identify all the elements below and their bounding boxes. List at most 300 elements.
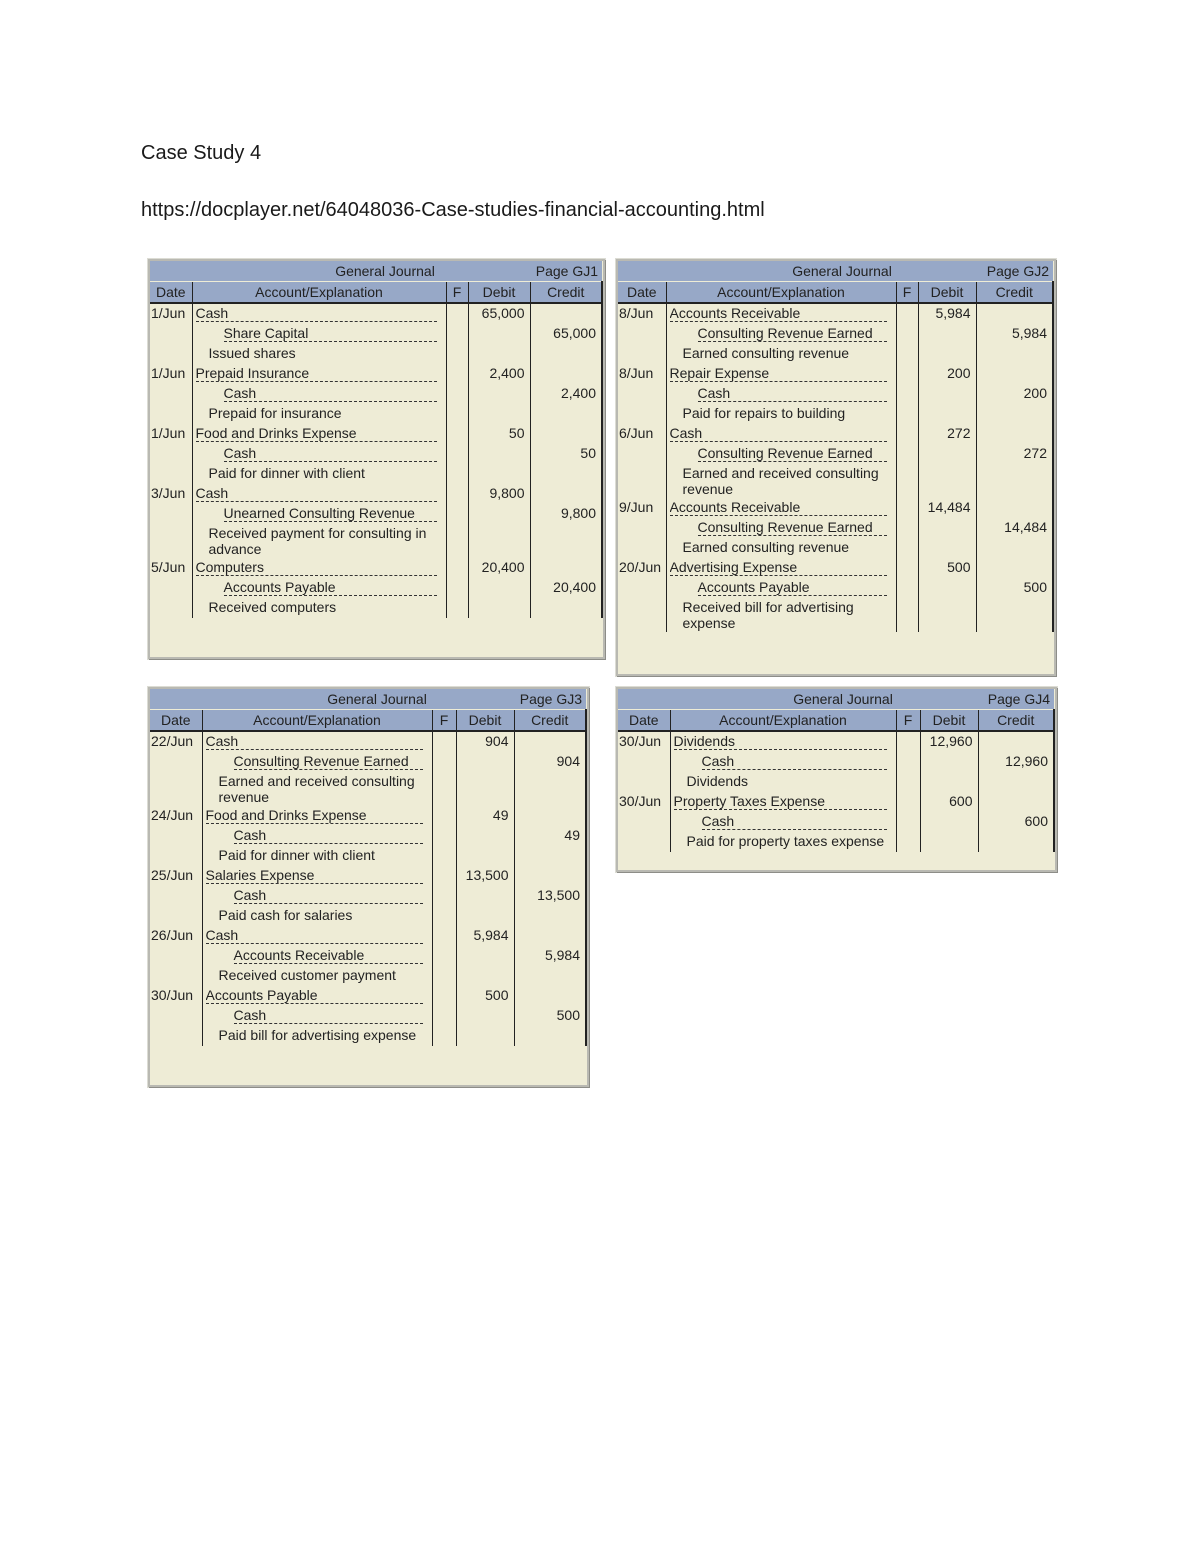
entry-account: Cash <box>206 733 423 750</box>
entry-debit <box>918 538 976 558</box>
entry-folio <box>446 578 468 598</box>
journal-entry-row <box>150 1026 586 1046</box>
entry-account-cell <box>670 812 896 832</box>
entry-date <box>150 906 202 926</box>
entry-date: 26/Jun <box>150 926 202 946</box>
entry-explanation: Prepaid for insurance <box>208 405 342 421</box>
entry-date <box>150 464 192 484</box>
entry-debit <box>918 464 976 498</box>
entry-account-cell <box>202 846 432 866</box>
entry-account-cell <box>670 731 896 752</box>
journal-gj2 <box>616 259 1056 676</box>
entry-debit <box>456 846 514 866</box>
journal-entry-row <box>150 966 586 986</box>
entry-account-cell <box>666 424 896 444</box>
entry-account-cell <box>202 806 432 826</box>
journal-gj4 <box>616 687 1057 872</box>
entry-debit <box>918 324 976 344</box>
entry-folio <box>896 832 920 852</box>
journal-entry-row <box>618 444 1053 464</box>
journal-entry-row <box>618 384 1053 404</box>
entry-credit <box>978 832 1054 852</box>
journal-entry-row <box>150 464 602 484</box>
entry-folio <box>432 926 456 946</box>
entry-credit: 9,800 <box>530 504 602 524</box>
entry-account-cell <box>192 524 446 558</box>
entry-explanation: Paid for dinner with client <box>208 465 365 481</box>
col-credit: Credit <box>976 282 1053 304</box>
entry-account-cell <box>192 364 446 384</box>
entry-account: Consulting Revenue Earned <box>234 753 423 770</box>
entry-date: 8/Jun <box>618 303 666 324</box>
entry-date: 30/Jun <box>618 731 670 752</box>
entry-date <box>150 1006 202 1026</box>
entry-account: Advertising Expense <box>670 559 887 576</box>
entry-folio <box>896 498 918 518</box>
entry-explanation: Issued shares <box>208 345 296 361</box>
col-account: Account/Explanation <box>192 282 446 304</box>
entry-date <box>150 504 192 524</box>
entry-date <box>150 772 202 806</box>
entry-date: 30/Jun <box>618 792 670 812</box>
entry-debit: 12,960 <box>920 731 978 752</box>
entry-account-cell <box>666 464 896 498</box>
entry-debit: 14,484 <box>918 498 976 518</box>
entry-date <box>150 384 192 404</box>
entry-debit: 20,400 <box>468 558 530 578</box>
entry-date <box>150 344 192 364</box>
entry-debit: 9,800 <box>468 484 530 504</box>
entry-credit <box>976 498 1053 518</box>
entry-explanation: Dividends <box>686 773 748 789</box>
entry-debit <box>456 1006 514 1026</box>
entry-folio <box>896 384 918 404</box>
entry-credit <box>978 731 1054 752</box>
journal-header-row <box>618 710 1054 732</box>
entry-debit: 600 <box>920 792 978 812</box>
entry-folio <box>432 752 456 772</box>
entry-account-cell <box>670 752 896 772</box>
entry-account: Accounts Receivable <box>670 499 887 516</box>
entry-credit <box>514 986 586 1006</box>
journal-table <box>150 261 603 618</box>
entry-debit: 5,984 <box>456 926 514 946</box>
entry-date: 6/Jun <box>618 424 666 444</box>
col-debit: Debit <box>918 282 976 304</box>
entry-date: 8/Jun <box>618 364 666 384</box>
entry-debit <box>456 1026 514 1046</box>
entry-account-cell <box>202 926 432 946</box>
entry-account-cell <box>192 578 446 598</box>
journal-entry-row <box>150 344 602 364</box>
entry-account-cell <box>202 986 432 1006</box>
entry-account-cell <box>666 324 896 344</box>
journal-title-row <box>618 689 1054 710</box>
entry-credit <box>514 866 586 886</box>
entry-credit <box>514 1026 586 1046</box>
entry-account-cell <box>192 404 446 424</box>
journal-title: General Journal <box>150 261 530 282</box>
col-credit: Credit <box>514 710 586 732</box>
entry-debit: 500 <box>456 986 514 1006</box>
journal-entry-row <box>150 424 602 444</box>
entry-account: Cash <box>234 887 423 904</box>
entry-account-cell <box>202 866 432 886</box>
entry-account: Accounts Payable <box>224 579 437 596</box>
entry-credit <box>514 966 586 986</box>
entry-debit <box>456 966 514 986</box>
journal-title-row <box>150 689 586 710</box>
entry-date <box>618 444 666 464</box>
entry-date <box>150 598 192 618</box>
entry-account-cell <box>666 498 896 518</box>
entry-account-cell <box>666 518 896 538</box>
entry-debit <box>468 404 530 424</box>
entry-date <box>618 578 666 598</box>
entry-debit <box>918 578 976 598</box>
entry-debit: 500 <box>918 558 976 578</box>
entry-date: 20/Jun <box>618 558 666 578</box>
entry-folio <box>432 966 456 986</box>
journal-entry-row <box>150 806 586 826</box>
entry-credit <box>976 558 1053 578</box>
entry-folio <box>446 344 468 364</box>
col-account: Account/Explanation <box>202 710 432 732</box>
col-debit: Debit <box>920 710 978 732</box>
entry-debit: 200 <box>918 364 976 384</box>
journal-title-row <box>150 261 602 282</box>
entry-credit: 200 <box>976 384 1053 404</box>
entry-credit <box>530 404 602 424</box>
journal-entry-row <box>618 598 1053 632</box>
entry-credit: 5,984 <box>976 324 1053 344</box>
journal-entry-row <box>150 866 586 886</box>
entry-account-cell <box>202 1006 432 1026</box>
entry-account-cell <box>202 946 432 966</box>
entry-folio <box>896 404 918 424</box>
entry-debit <box>456 772 514 806</box>
journal-entry-row <box>618 578 1053 598</box>
entry-date <box>150 324 192 344</box>
entry-account-cell <box>192 558 446 578</box>
entry-date <box>618 598 666 632</box>
col-account: Account/Explanation <box>666 282 896 304</box>
entry-explanation: Paid for property taxes expense <box>686 833 885 849</box>
journal-entry-row <box>618 772 1054 792</box>
entry-folio <box>446 558 468 578</box>
entry-folio <box>896 303 918 324</box>
entry-account-cell <box>670 832 896 852</box>
journal-entry-row <box>150 404 602 424</box>
entry-credit <box>978 792 1054 812</box>
entry-credit <box>530 464 602 484</box>
entry-account: Cash <box>196 305 437 322</box>
entry-folio <box>446 364 468 384</box>
entry-date: 9/Jun <box>618 498 666 518</box>
entry-credit: 65,000 <box>530 324 602 344</box>
entry-account: Food and Drinks Expense <box>196 425 437 442</box>
entry-date <box>618 832 670 852</box>
entry-credit: 500 <box>976 578 1053 598</box>
entry-credit <box>530 558 602 578</box>
entry-account-cell <box>192 444 446 464</box>
entry-debit: 50 <box>468 424 530 444</box>
entry-folio <box>446 504 468 524</box>
entry-date <box>150 966 202 986</box>
entry-account: Cash <box>698 385 887 402</box>
entry-credit: 12,960 <box>978 752 1054 772</box>
entry-debit <box>918 404 976 424</box>
entry-debit: 2,400 <box>468 364 530 384</box>
entry-folio <box>432 986 456 1006</box>
entry-account: Property Taxes Expense <box>674 793 887 810</box>
entry-debit: 49 <box>456 806 514 826</box>
entry-date <box>618 324 666 344</box>
journal-header-row <box>618 282 1053 304</box>
entry-credit <box>514 806 586 826</box>
entry-folio <box>432 906 456 926</box>
journal-entry-row <box>618 404 1053 424</box>
entry-account: Cash <box>234 827 423 844</box>
entry-debit <box>468 344 530 364</box>
entry-debit <box>456 752 514 772</box>
journal-entry-row <box>150 772 586 806</box>
entry-account-cell <box>202 752 432 772</box>
entry-date <box>150 524 192 558</box>
entry-account: Cash <box>670 425 887 442</box>
entry-date <box>618 752 670 772</box>
entry-date <box>618 384 666 404</box>
entry-explanation: Paid for repairs to building <box>682 405 846 421</box>
entry-account-cell <box>670 792 896 812</box>
entry-debit <box>918 598 976 632</box>
entry-account: Consulting Revenue Earned <box>698 519 887 536</box>
journal-entry-row <box>618 464 1053 498</box>
entry-explanation: Earned and received consulting revenue <box>682 465 879 497</box>
entry-account-cell <box>202 906 432 926</box>
journal-entry-row <box>150 752 586 772</box>
col-date: Date <box>618 710 670 732</box>
journal-entry-row <box>150 886 586 906</box>
entry-account: Accounts Payable <box>698 579 887 596</box>
entry-credit: 500 <box>514 1006 586 1026</box>
entry-debit: 65,000 <box>468 303 530 324</box>
col-credit: Credit <box>978 710 1054 732</box>
entry-date <box>150 846 202 866</box>
entry-credit: 14,484 <box>976 518 1053 538</box>
col-date: Date <box>618 282 666 304</box>
journal-entry-row <box>150 598 602 618</box>
document-title: Case Study 4 <box>141 142 262 164</box>
entry-credit <box>514 846 586 866</box>
entry-date <box>150 946 202 966</box>
entry-folio <box>896 344 918 364</box>
entry-debit <box>918 444 976 464</box>
entry-account-cell <box>192 484 446 504</box>
entry-debit <box>456 946 514 966</box>
entry-account-cell <box>666 538 896 558</box>
entry-account: Cash <box>224 445 437 462</box>
journal-title: General Journal <box>150 689 514 710</box>
entry-account: Consulting Revenue Earned <box>698 325 887 342</box>
journal-entry-row <box>618 832 1054 852</box>
document-url[interactable]: https://docplayer.net/64048036-Case-studies-financial-accounting.html <box>141 199 765 221</box>
entry-folio <box>432 772 456 806</box>
entry-account-cell <box>202 886 432 906</box>
entry-account: Accounts Receivable <box>234 947 423 964</box>
col-debit: Debit <box>468 282 530 304</box>
journal-entry-row <box>150 364 602 384</box>
journal-entry-row <box>150 578 602 598</box>
journal-entry-row <box>150 384 602 404</box>
journal-entry-row <box>150 731 586 752</box>
entry-debit: 272 <box>918 424 976 444</box>
entry-credit <box>978 772 1054 792</box>
entry-account-cell <box>192 424 446 444</box>
entry-debit <box>468 504 530 524</box>
entry-debit <box>468 324 530 344</box>
entry-account: Accounts Payable <box>206 987 423 1004</box>
col-f: F <box>896 710 920 732</box>
entry-date <box>618 772 670 792</box>
journal-entry-row <box>150 444 602 464</box>
entry-account: Unearned Consulting Revenue <box>224 505 437 522</box>
entry-date <box>618 538 666 558</box>
entry-account: Cash <box>224 385 437 402</box>
col-f: F <box>896 282 918 304</box>
journal-table <box>618 689 1055 852</box>
journal-entry-row <box>618 344 1053 364</box>
journal-entry-row <box>618 558 1053 578</box>
journal-entry-row <box>618 812 1054 832</box>
col-date: Date <box>150 282 192 304</box>
col-date: Date <box>150 710 202 732</box>
entry-date <box>618 518 666 538</box>
entry-folio <box>432 846 456 866</box>
entry-folio <box>896 752 920 772</box>
entry-account-cell <box>192 344 446 364</box>
entry-folio <box>896 578 918 598</box>
entry-credit <box>530 598 602 618</box>
entry-explanation: Received computers <box>208 599 337 615</box>
journal-entry-row <box>150 484 602 504</box>
entry-account: Dividends <box>674 733 887 750</box>
col-debit: Debit <box>456 710 514 732</box>
entry-account-cell <box>666 558 896 578</box>
entry-credit <box>514 906 586 926</box>
entry-debit <box>918 344 976 364</box>
entry-explanation: Received payment for consulting in advance <box>208 525 427 557</box>
entry-folio <box>446 524 468 558</box>
entry-debit <box>920 752 978 772</box>
entry-date <box>618 344 666 364</box>
entry-credit <box>530 303 602 324</box>
entry-credit: 2,400 <box>530 384 602 404</box>
journal-page-label: Page GJ1 <box>530 261 602 282</box>
entry-credit: 13,500 <box>514 886 586 906</box>
journal-entry-row <box>618 538 1053 558</box>
journal-entry-row <box>150 1006 586 1026</box>
entry-account-cell <box>192 384 446 404</box>
entry-date: 1/Jun <box>150 364 192 384</box>
journal-entry-row <box>150 558 602 578</box>
entry-folio <box>432 866 456 886</box>
entry-debit <box>468 444 530 464</box>
entry-account: Cash <box>702 813 887 830</box>
entry-date <box>618 464 666 498</box>
entry-folio <box>432 1026 456 1046</box>
entry-credit <box>976 404 1053 424</box>
entry-date <box>618 812 670 832</box>
entry-date <box>150 752 202 772</box>
entry-folio <box>432 886 456 906</box>
journal-entry-row <box>150 926 586 946</box>
journal-entry-row <box>618 498 1053 518</box>
entry-debit <box>918 518 976 538</box>
entry-folio <box>896 598 918 632</box>
entry-debit <box>456 886 514 906</box>
entry-credit <box>976 364 1053 384</box>
journal-entry-row <box>618 424 1053 444</box>
entry-date <box>150 444 192 464</box>
entry-folio <box>896 772 920 792</box>
entry-folio <box>446 324 468 344</box>
entry-account: Repair Expense <box>670 365 887 382</box>
entry-folio <box>446 404 468 424</box>
entry-account-cell <box>202 1026 432 1046</box>
journal-entry-row <box>150 846 586 866</box>
entry-account-cell <box>670 772 896 792</box>
entry-debit <box>468 464 530 484</box>
entry-folio <box>432 1006 456 1026</box>
entry-account: Accounts Receivable <box>670 305 887 322</box>
journal-title: General Journal <box>618 261 976 282</box>
entry-credit <box>530 484 602 504</box>
entry-date <box>150 578 192 598</box>
entry-account-cell <box>666 303 896 324</box>
journal-entry-row <box>618 364 1053 384</box>
entry-account-cell <box>666 364 896 384</box>
entry-account-cell <box>192 504 446 524</box>
entry-folio <box>896 538 918 558</box>
entry-folio <box>896 424 918 444</box>
entry-account: Food and Drinks Expense <box>206 807 423 824</box>
journal-entry-row <box>618 792 1054 812</box>
entry-credit: 904 <box>514 752 586 772</box>
col-credit: Credit <box>530 282 602 304</box>
journal-header-row <box>150 282 602 304</box>
entry-date <box>150 404 192 424</box>
journal-entry-row <box>150 946 586 966</box>
entry-debit <box>456 906 514 926</box>
entry-account-cell <box>666 598 896 632</box>
journal-table <box>150 689 587 1046</box>
col-account: Account/Explanation <box>670 710 896 732</box>
entry-folio <box>896 444 918 464</box>
entry-folio <box>432 731 456 752</box>
entry-folio <box>896 324 918 344</box>
entry-debit <box>468 578 530 598</box>
entry-date: 25/Jun <box>150 866 202 886</box>
entry-explanation: Received customer payment <box>218 967 396 983</box>
entry-folio <box>446 384 468 404</box>
entry-debit <box>468 524 530 558</box>
entry-account-cell <box>202 966 432 986</box>
entry-credit <box>976 464 1053 498</box>
entry-folio <box>896 518 918 538</box>
entry-credit <box>976 598 1053 632</box>
entry-credit: 272 <box>976 444 1053 464</box>
